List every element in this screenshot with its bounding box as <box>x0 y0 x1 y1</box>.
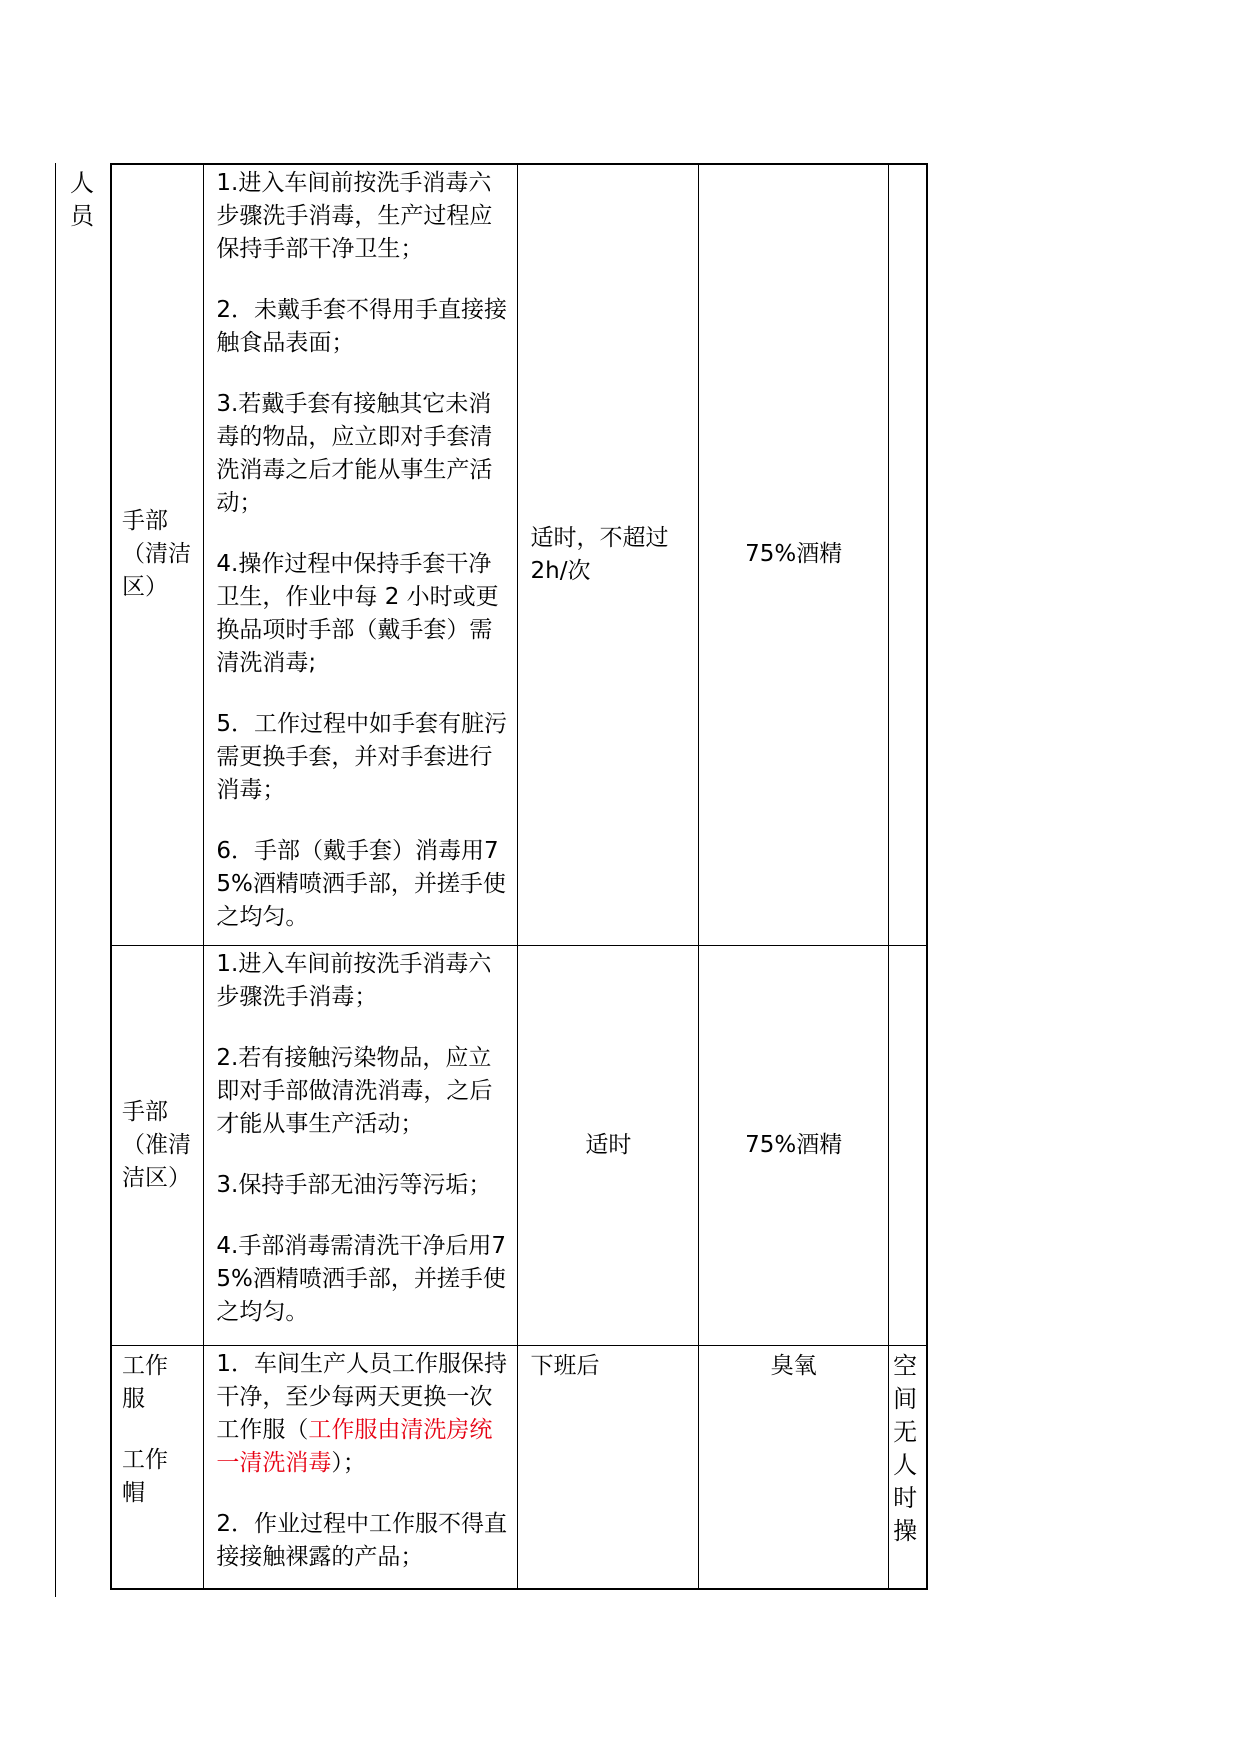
note-text: 空间无人时操 <box>893 1351 918 1545</box>
note-text <box>889 165 921 173</box>
note-cell <box>889 1345 927 1589</box>
area-label: 手部（清洁区） <box>122 508 191 601</box>
agent-text: 75%酒精 <box>745 1131 843 1158</box>
area-cell <box>111 1345 204 1589</box>
frequency-cell <box>518 945 699 1345</box>
area-line: 工作服 <box>122 1352 168 1412</box>
step-item: 1.进入车间前按洗手消毒六步骤洗手消毒，生产过程应保持手部干净卫生； <box>216 170 493 262</box>
step-text: 1．车间生产人员工作服保持干净，至少每两天更换一次工作服（ <box>216 1350 508 1443</box>
agent-cell <box>699 945 889 1345</box>
frequency-cell <box>518 1345 699 1589</box>
step-item: 3.保持手部无油污等污垢； <box>216 1171 492 1198</box>
frequency-text: 适时 <box>585 1131 632 1158</box>
frequency-text: 下班后 <box>530 1352 600 1379</box>
step-item: 2.若有接触污染物品，应立即对手部做清洗消毒，之后才能从事生产活动； <box>216 1044 493 1137</box>
table-row <box>111 945 927 1345</box>
agent-cell <box>699 1345 889 1589</box>
note-text <box>889 946 921 954</box>
note-cell <box>889 945 927 1345</box>
step-item: 4.手部消毒需清洗干净后用75%酒精喷洒手部，并搓手使之均匀。 <box>216 1232 506 1325</box>
area-line: 工作帽 <box>122 1446 168 1506</box>
area-label <box>112 1346 203 1510</box>
note-cell <box>889 164 927 945</box>
steps-list <box>204 1346 517 1580</box>
step-item: 2．作业过程中工作服不得直接接触裸露的产品； <box>216 1510 508 1570</box>
step-item: 5．工作过程中如手套有脏污需更换手套，并对手套进行消毒； <box>216 711 508 803</box>
step-item: 1.进入车间前按洗手消毒六步骤洗手消毒； <box>216 950 492 1010</box>
agent-cell <box>699 164 889 945</box>
steps-cell <box>204 945 518 1345</box>
disinfection-table <box>110 163 928 1590</box>
left-border-line <box>55 163 56 1597</box>
area-label: 手部（准清洁区） <box>122 1098 191 1191</box>
step-item <box>216 1348 507 1480</box>
steps-cell <box>204 164 518 945</box>
step-text: ）； <box>331 1449 366 1476</box>
agent-text: 臭氧 <box>770 1352 817 1379</box>
steps-list <box>204 946 517 1335</box>
area-cell <box>111 945 204 1345</box>
step-item: 3.若戴手套有接触其它未消毒的物品，应立即对手套清洗消毒之后才能从事生产活动； <box>216 391 493 516</box>
agent-text: 75%酒精 <box>745 541 843 568</box>
step-item: 2．未戴手套不得用手直接接触食品表面； <box>216 297 508 356</box>
steps-cell <box>204 1345 518 1589</box>
area-cell <box>111 164 204 945</box>
step-item: 6．手部（戴手套）消毒用75%酒精喷洒手部，并搓手使之均匀。 <box>216 838 506 930</box>
frequency-text: 适时，不超过2h/次 <box>530 524 669 584</box>
table-row <box>111 1345 927 1589</box>
table-row <box>111 164 927 945</box>
frequency-cell <box>518 164 699 945</box>
step-item: 4.操作过程中保持手套干净卫生，作业中每 2 小时或更换品项时手部（戴手套）需清洗消毒; <box>216 551 499 676</box>
category-label: 人员 <box>70 169 94 230</box>
steps-list <box>204 165 517 940</box>
step-highlight: 工作服由清洗房统一清洗消毒 <box>216 1416 493 1476</box>
